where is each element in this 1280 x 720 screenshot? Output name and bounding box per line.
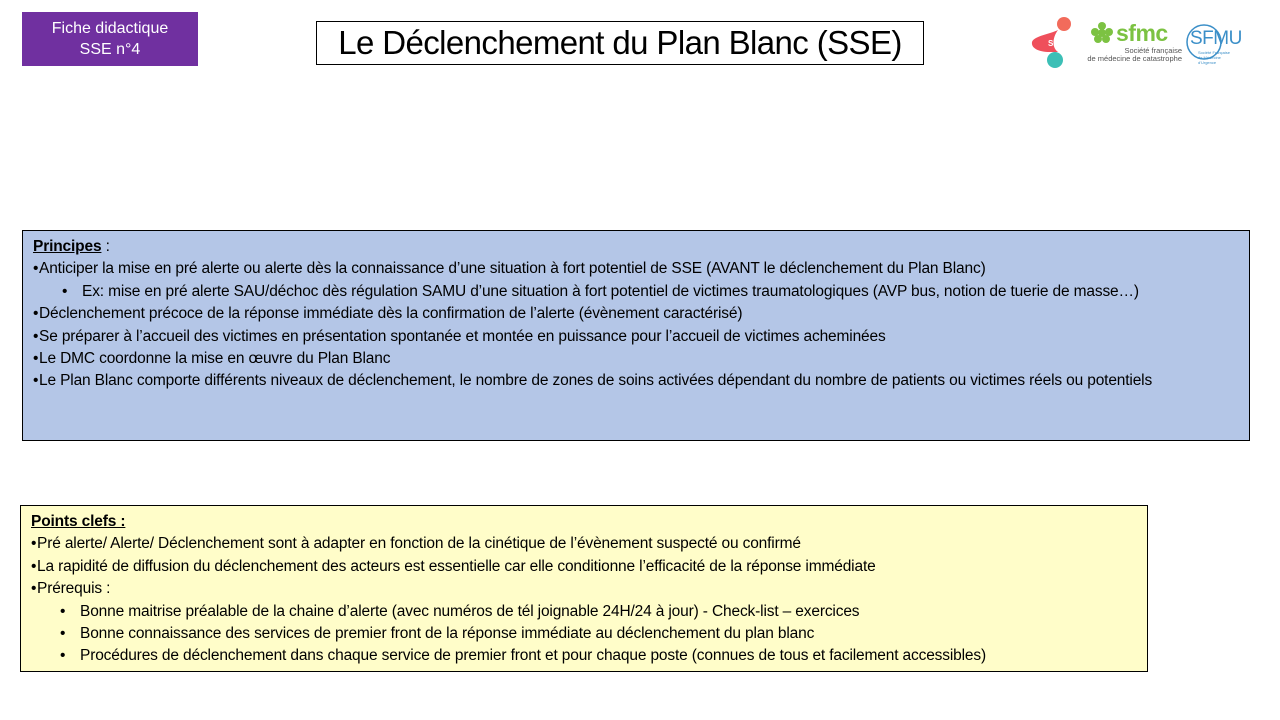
points-clefs-heading: Points clefs : bbox=[31, 513, 126, 530]
sfmc-logo bbox=[1086, 18, 1182, 68]
points-clefs-item-text: Pré alerte/ Alerte/ Déclenchement sont à adapter en fonction de la cinétique de l’évènement suspecté ou confirmé bbox=[37, 535, 801, 553]
principes-sub-item-text: Ex: mise en pré alerte SAU/déchoc dès régulation SAMU d’une situation à fort potentiel de victimes traumatologiques (AVP bus, notion de tuerie de masse…) bbox=[82, 282, 1139, 300]
principes-heading-line bbox=[33, 236, 1239, 258]
prerequis-sub-item-text: Bonne maitrise préalable de la chaine d’alerte (avec numéros de tél joignable 24H/24 à jour) - Check-list – exercices bbox=[80, 602, 860, 620]
sfmu-logo bbox=[1182, 20, 1242, 66]
sfmu-logo-subtitle: Société Française de Médecine d'Urgence bbox=[1198, 50, 1231, 65]
sfmu-logo-text: SFMU bbox=[1190, 28, 1242, 49]
principes-item bbox=[33, 326, 1239, 348]
bullet-icon: • bbox=[62, 282, 68, 300]
bullet-icon: • bbox=[31, 557, 37, 575]
prerequis-sub-item-text: Bonne connaissance des services de premier front de la réponse immédiate au déclenchement du plan blanc bbox=[80, 625, 815, 643]
page-title: Le Déclenchement du Plan Blanc (SSE) bbox=[316, 21, 924, 65]
bullet-icon: • bbox=[31, 535, 37, 553]
prerequis-sub-item bbox=[31, 623, 1137, 645]
points-clefs-item bbox=[31, 556, 1137, 578]
partner-logos bbox=[1028, 14, 1268, 70]
prerequis-sub-item bbox=[31, 645, 1137, 667]
principes-item bbox=[33, 348, 1239, 370]
bullet-icon: • bbox=[33, 305, 39, 323]
bullet-icon: • bbox=[33, 260, 39, 278]
principes-item-text: Déclenchement précoce de la réponse immédiate dès la confirmation de l’alerte (évènement caractérisé) bbox=[39, 305, 743, 323]
sfar-logo bbox=[1028, 14, 1086, 70]
prerequis-sub-item-text: Procédures de déclenchement dans chaque service de premier front et pour chaque poste (connues de tous et facilement accessibles) bbox=[80, 647, 987, 665]
bullet-icon: • bbox=[33, 350, 39, 368]
points-clefs-box bbox=[20, 505, 1148, 672]
bullet-icon: • bbox=[31, 580, 37, 598]
principes-item-text: Se préparer à l’accueil des victimes en présentation spontanée et montée en puissance pour l’accueil de victimes acheminées bbox=[39, 327, 886, 345]
sfmc-logo-text: sfmc bbox=[1116, 20, 1168, 46]
badge-line-1: Fiche didactique bbox=[51, 20, 169, 37]
bullet-icon: • bbox=[33, 372, 39, 390]
principes-item-text: Le Plan Blanc comporte différents niveaux de déclenchement, le nombre de zones de soins activées dépendant du nombre de patients ou victimes réels ou potentiels bbox=[39, 372, 1153, 390]
prerequis-sub-item bbox=[31, 601, 1137, 623]
points-clefs-item-text: Prérequis : bbox=[37, 580, 111, 598]
principes-sub-item bbox=[33, 281, 1239, 303]
bullet-icon: • bbox=[60, 625, 66, 643]
fiche-badge bbox=[22, 12, 198, 66]
principes-item bbox=[33, 303, 1239, 325]
points-clefs-item bbox=[31, 578, 1137, 600]
points-clefs-item-text: La rapidité de diffusion du déclenchement des acteurs est essentielle car elle conditionne l’efficacité de la réponse immédiate bbox=[37, 557, 876, 575]
bullet-icon: • bbox=[60, 602, 66, 620]
sfar-logo-text: SFAR bbox=[1048, 39, 1070, 48]
points-clefs-item bbox=[31, 533, 1137, 555]
principes-item bbox=[33, 258, 1239, 280]
badge-line-2: SSE n°4 bbox=[79, 41, 141, 58]
bullet-icon: • bbox=[33, 327, 39, 345]
principes-heading: Principes bbox=[33, 238, 102, 255]
principes-box bbox=[22, 230, 1250, 441]
bullet-icon: • bbox=[60, 647, 66, 665]
principes-item-text: Le DMC coordonne la mise en œuvre du Plan Blanc bbox=[39, 350, 391, 368]
principes-item-text: Anticiper la mise en pré alerte ou alerte dès la connaissance d’une situation à fort potentiel de SSE (AVANT le déclenchement du Plan Blanc) bbox=[39, 260, 986, 278]
sfmc-logo-subtitle: Société française de médecine de catastrophe bbox=[1087, 46, 1182, 63]
principes-heading-suffix: : bbox=[101, 238, 110, 255]
principes-item bbox=[33, 370, 1239, 392]
